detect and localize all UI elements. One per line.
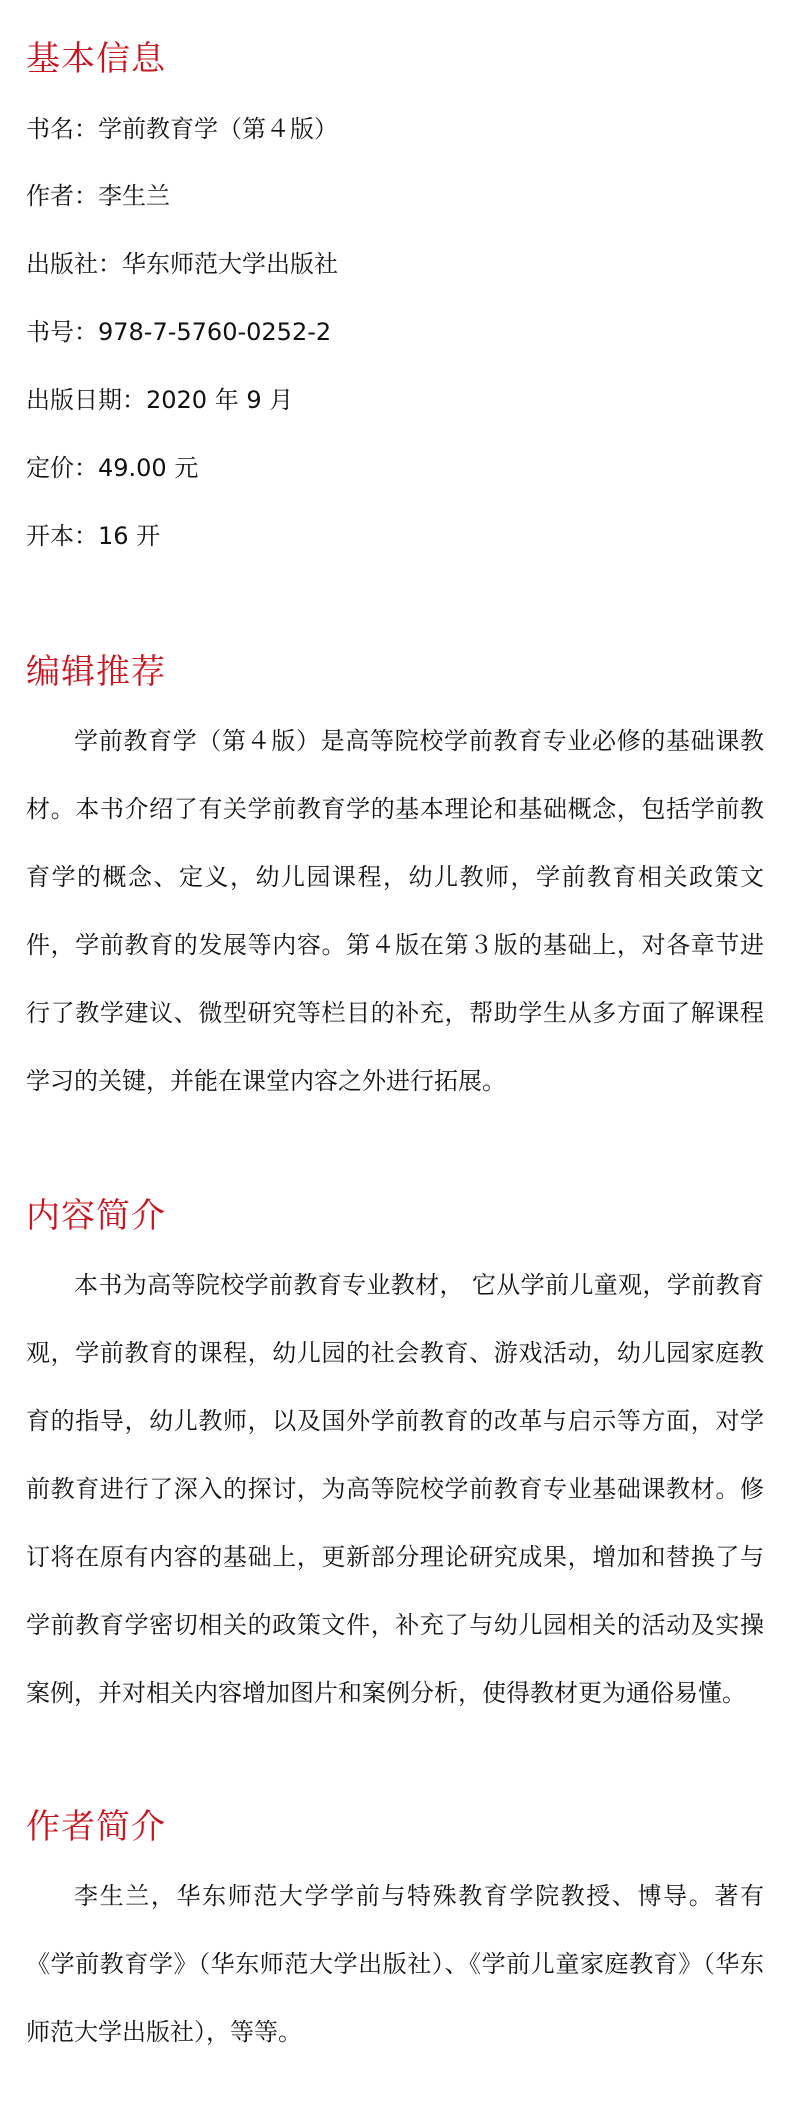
isbn-line: 书号：978-7-5760-0252-2	[26, 318, 332, 346]
basic-info-heading: 基本信息	[26, 39, 166, 79]
content-summary-text: 本书为高等院校学前教育专业教材， 它从学前儿童观，学前教育观，学前教育的课程，幼儿园的社会教育、游戏活动，幼儿园家庭教育的指导，幼儿教师，以及国外学前教育的改革与启示等方面，对学前教育进行了深入的探讨，为高等院校学前教育专业基础课教材。修订将在原有内容的基础上，更新部分理论研究成果，增加和替换了与学前教育学密切相关的政策文件，补充了与幼儿园相关的活动及实操案例，并对相关内容增加图片和案例分析，使得教材更为通俗易懂。	[26, 1271, 764, 1707]
author-intro-heading: 作者简介	[26, 1807, 166, 1847]
price-line: 定价：49.00 元	[26, 454, 199, 482]
book-title-line: 书名：学前教育学（第４版）	[26, 115, 338, 143]
content-summary-heading: 内容简介	[26, 1196, 166, 1236]
author-intro-text: 李生兰，华东师范大学学前与特殊教育学院教授、博导。著有《学前教育学》（华东师范大学出版社）、《学前儿童家庭教育》（华东师范大学出版社），等等。	[26, 1882, 764, 2046]
author-line: 作者：李生兰	[26, 182, 170, 210]
publish-date-line: 出版日期：2020 年 9 月	[26, 386, 294, 414]
publisher-line: 出版社：华东师范大学出版社	[26, 250, 338, 278]
editor-recommendation-text: 学前教育学（第４版）是高等院校学前教育专业必修的基础课教材。本书介绍了有关学前教育学的基本理论和基础概念，包括学前教育学的概念、定义，幼儿园课程，幼儿教师，学前教育相关政策文件，学前教育的发展等内容。第４版在第３版的基础上，对各章节进行了教学建议、微型研究等栏目的补充，帮助学生从多方面了解课程学习的关键，并能在课堂内容之外进行拓展。	[26, 727, 764, 1095]
editor-recommendation-heading: 编辑推荐	[26, 652, 166, 692]
format-line: 开本：16 开	[26, 522, 161, 550]
